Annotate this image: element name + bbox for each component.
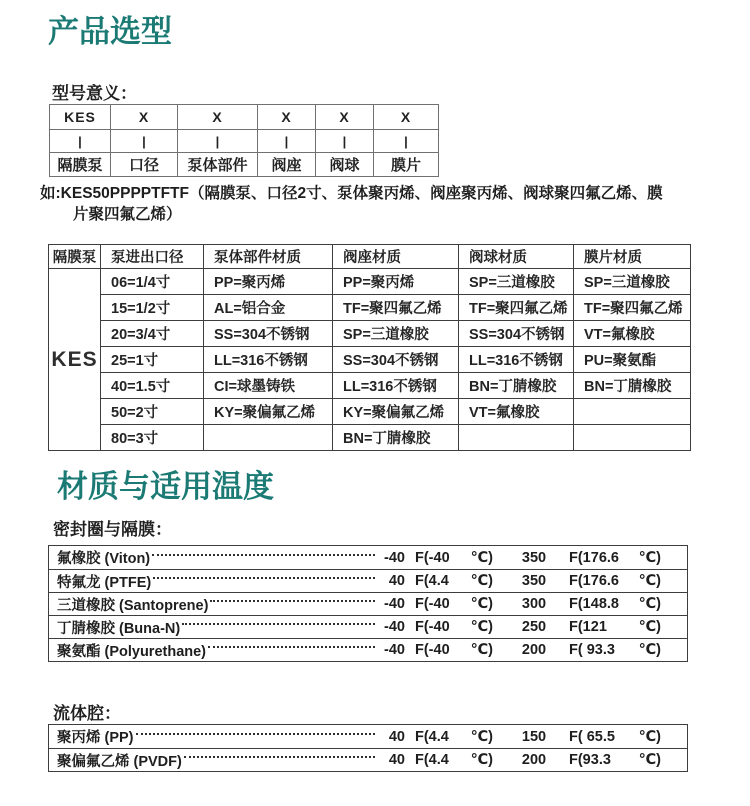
- selection-row: [49, 399, 691, 425]
- size-cell: 25=1寸: [101, 347, 204, 373]
- dot-leader: [153, 577, 375, 579]
- dot-leader: [184, 756, 375, 758]
- dot-leader: [182, 623, 375, 625]
- ball-cell: TF=聚四氟乙烯: [459, 295, 574, 321]
- selection-row: [49, 321, 691, 347]
- fluid-section-label: 流体腔：: [53, 704, 121, 723]
- section-title-materials: 材质与适用温度: [57, 469, 274, 504]
- part-cell: 泵体部件: [178, 153, 258, 177]
- max-temp-c: F(93.3 ℃): [569, 752, 661, 768]
- min-temp-f: -40: [384, 619, 405, 635]
- seat-cell: SS=304不锈钢: [333, 347, 459, 373]
- max-temp-c: F(176.6 ℃): [569, 573, 661, 589]
- material-latin-name: (Buna-N): [119, 620, 181, 637]
- diaphragm-cell: [574, 425, 691, 451]
- max-temp-c: F(148.8 ℃): [569, 596, 661, 612]
- max-temp-f: 250: [521, 619, 547, 635]
- size-cell: 06=1/4寸: [101, 269, 204, 295]
- body-cell: KY=聚偏氟乙烯: [204, 399, 333, 425]
- ball-cell: SS=304不锈钢: [459, 321, 574, 347]
- header-diaphragm-material: 膜片材质: [574, 245, 691, 269]
- material-name: 三道橡胶 (Santoprene): [57, 597, 209, 614]
- max-temp-f: 350: [521, 549, 547, 566]
- min-temp-f: -40: [384, 596, 405, 612]
- diaphragm-cell: BN=丁腈橡胶: [574, 373, 691, 399]
- code-cell: X: [316, 105, 374, 130]
- size-cell: 80=3寸: [101, 425, 204, 451]
- material-latin-name: (PP): [104, 730, 134, 746]
- material-name: 丁腈橡胶 (Buna-N): [57, 620, 181, 637]
- temp-row: [49, 638, 687, 661]
- material-latin-name: (Viton): [104, 551, 151, 567]
- material-latin-name: (Polyurethane): [104, 643, 207, 660]
- body-cell: LL=316不锈钢: [204, 347, 333, 373]
- temp-row: [49, 725, 687, 748]
- seat-cell: KY=聚偏氟乙烯: [333, 399, 459, 425]
- body-cell: PP=聚丙烯: [204, 269, 333, 295]
- code-cell: KES: [50, 105, 111, 130]
- diaphragm-cell: TF=聚四氟乙烯: [574, 295, 691, 321]
- material-latin-name: (Santoprene): [119, 597, 209, 614]
- header-pump: 隔膜泵: [49, 245, 101, 269]
- min-temp-c: F(4.4 ℃): [415, 573, 493, 589]
- code-cell: X: [258, 105, 316, 130]
- model-example: [40, 183, 750, 225]
- body-cell: [204, 425, 333, 451]
- min-temp-c: F(4.4 ℃): [415, 752, 493, 768]
- part-cell: 隔膜泵: [50, 153, 111, 177]
- selection-header-row: [49, 245, 691, 269]
- dot-leader: [136, 733, 376, 735]
- bar-cell: |: [258, 130, 316, 153]
- diaphragm-cell: [574, 399, 691, 425]
- size-cell: 50=2寸: [101, 399, 204, 425]
- temp-row: [49, 546, 687, 569]
- page-title: 产品选型: [48, 14, 172, 49]
- model-bar-row: [50, 130, 439, 153]
- selection-row: [49, 347, 691, 373]
- selection-row: [49, 269, 691, 295]
- seat-cell: BN=丁腈橡胶: [333, 425, 459, 451]
- material-name: 聚氨酯 (Polyurethane): [57, 643, 207, 660]
- seal-section-label: 密封圈与隔膜：: [53, 520, 172, 539]
- model-code-row: [50, 105, 439, 130]
- pump-series-cell: KES: [49, 269, 101, 451]
- min-temp-f: 40: [388, 728, 405, 745]
- material-name: 聚丙烯 (PP): [57, 730, 134, 746]
- ball-cell: VT=氟橡胶: [459, 399, 574, 425]
- max-temp-c: F(176.6 ℃): [569, 549, 661, 566]
- selection-row: [49, 425, 691, 451]
- bar-cell: |: [111, 130, 178, 153]
- diaphragm-cell: VT=氟橡胶: [574, 321, 691, 347]
- seat-cell: SP=三道橡胶: [333, 321, 459, 347]
- min-temp-c: F(-40 ℃): [415, 619, 493, 635]
- body-cell: CI=球墨铸铁: [204, 373, 333, 399]
- temp-row: [49, 615, 687, 638]
- bar-cell: |: [178, 130, 258, 153]
- min-temp-c: F(-40 ℃): [415, 642, 493, 658]
- model-example-line1: 如:KES50PPPPTFTF（隔膜泵、口径2寸、泵体聚丙烯、阀座聚丙烯、阀球聚四氟乙烯、膜: [40, 185, 663, 202]
- temp-table-fluid: [48, 724, 688, 772]
- min-temp-f: -40: [384, 549, 405, 566]
- temp-row: [49, 569, 687, 592]
- code-cell: X: [178, 105, 258, 130]
- body-cell: SS=304不锈钢: [204, 321, 333, 347]
- material-latin-name: (PTFE): [104, 574, 152, 591]
- min-temp-c: F(-40 ℃): [415, 596, 493, 612]
- ball-cell: SP=三道橡胶: [459, 269, 574, 295]
- part-cell: 阀座: [258, 153, 316, 177]
- ball-cell: BN=丁腈橡胶: [459, 373, 574, 399]
- seat-cell: TF=聚四氟乙烯: [333, 295, 459, 321]
- max-temp-c: F( 93.3 ℃): [569, 642, 661, 658]
- material-name: 聚偏氟乙烯 (PVDF): [57, 753, 182, 770]
- ball-cell: LL=316不锈钢: [459, 347, 574, 373]
- header-seat-material: 阀座材质: [333, 245, 459, 269]
- model-meaning-label: 型号意义：: [52, 84, 137, 103]
- seat-cell: PP=聚丙烯: [333, 269, 459, 295]
- dot-leader: [152, 554, 375, 556]
- model-code-table: [49, 104, 439, 177]
- min-temp-f: -40: [384, 642, 405, 658]
- material-name: 氟橡胶 (Viton): [57, 551, 151, 567]
- max-temp-f: 150: [521, 728, 547, 745]
- part-cell: 膜片: [374, 153, 439, 177]
- header-body-material: 泵体部件材质: [204, 245, 333, 269]
- size-cell: 20=3/4寸: [101, 321, 204, 347]
- dot-leader: [210, 600, 375, 602]
- size-cell: 15=1/2寸: [101, 295, 204, 321]
- part-cell: 口径: [111, 153, 178, 177]
- model-part-row: [50, 153, 439, 177]
- max-temp-f: 350: [521, 573, 547, 589]
- selection-row: [49, 295, 691, 321]
- max-temp-c: F( 65.5 ℃): [569, 728, 661, 745]
- body-cell: AL=铝合金: [204, 295, 333, 321]
- diaphragm-cell: SP=三道橡胶: [574, 269, 691, 295]
- bar-cell: |: [50, 130, 111, 153]
- temp-row: [49, 592, 687, 615]
- material-name: 特氟龙 (PTFE): [57, 574, 152, 591]
- material-latin-name: (PVDF): [133, 753, 182, 770]
- max-temp-f: 200: [521, 642, 547, 658]
- temp-table-seals: [48, 545, 688, 662]
- header-ball-material: 阀球材质: [459, 245, 574, 269]
- min-temp-f: 40: [388, 573, 405, 589]
- seat-cell: LL=316不锈钢: [333, 373, 459, 399]
- ball-cell: [459, 425, 574, 451]
- selection-row: [49, 373, 691, 399]
- max-temp-f: 300: [521, 596, 547, 612]
- diaphragm-cell: PU=聚氨酯: [574, 347, 691, 373]
- header-port-size: 泵进出口径: [101, 245, 204, 269]
- max-temp-f: 200: [521, 752, 547, 768]
- bar-cell: |: [374, 130, 439, 153]
- selection-table: [48, 244, 691, 451]
- min-temp-f: 40: [388, 752, 405, 768]
- min-temp-c: F(-40 ℃): [415, 549, 493, 566]
- code-cell: X: [111, 105, 178, 130]
- model-example-line2: 片聚四氟乙烯）: [73, 206, 182, 223]
- part-cell: 阀球: [316, 153, 374, 177]
- min-temp-c: F(4.4 ℃): [415, 728, 493, 745]
- code-cell: X: [374, 105, 439, 130]
- bar-cell: |: [316, 130, 374, 153]
- size-cell: 40=1.5寸: [101, 373, 204, 399]
- temp-row: [49, 748, 687, 771]
- max-temp-c: F(121 ℃): [569, 619, 661, 635]
- dot-leader: [208, 646, 375, 648]
